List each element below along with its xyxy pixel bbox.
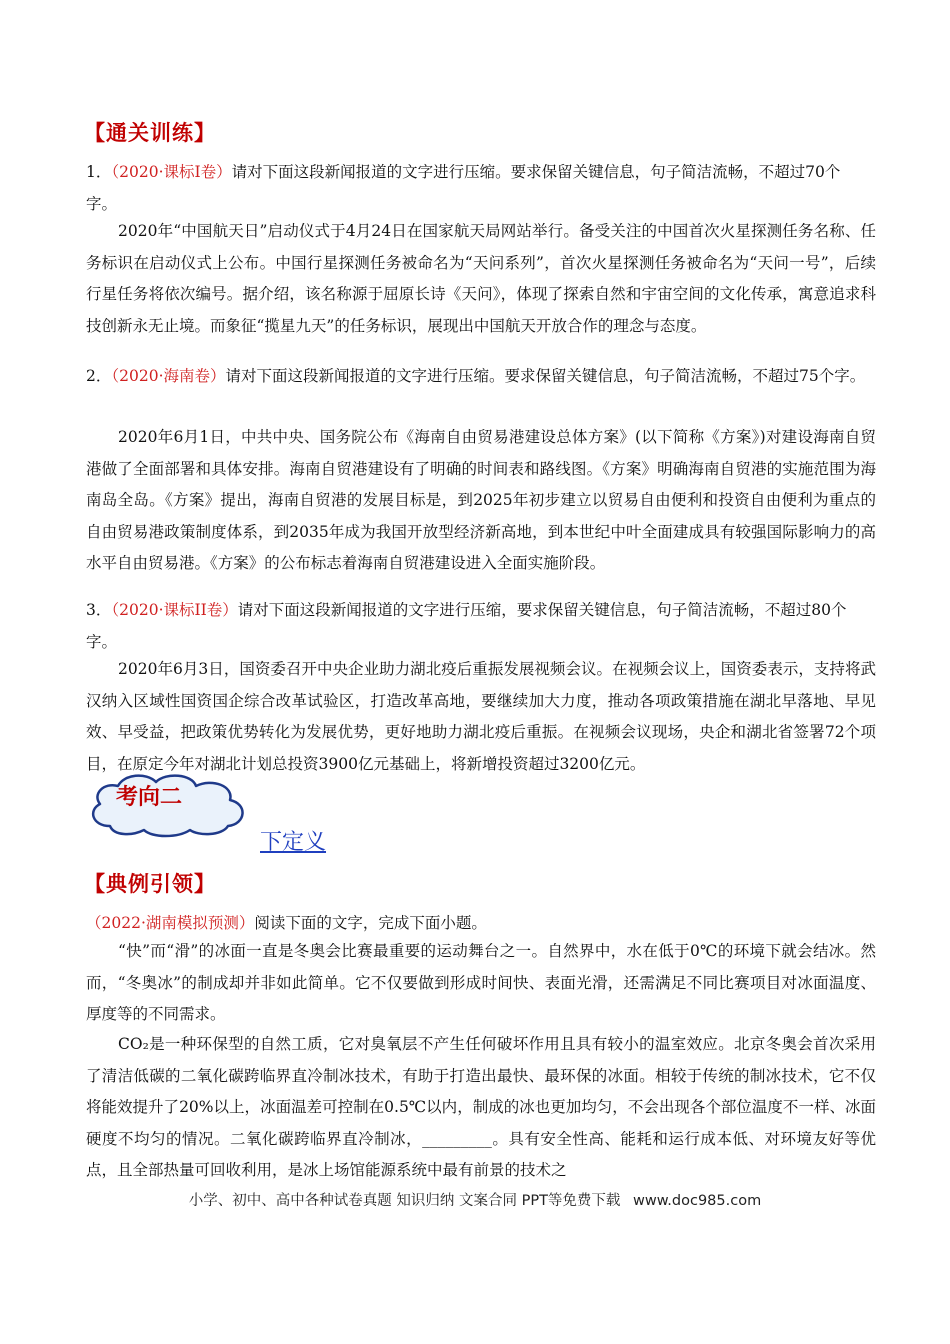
example-paragraph-1: “快”而“滑”的冰面一直是冬奥会比赛最重要的运动舞台之一。自然界中，水在低于0℃的环境下就会结冰。然而，“冬奥冰”的制成却并非如此简单。它不仅要做到形成时间快、表面光滑，还需满足不同比赛项目对冰面温度、厚度等的不同需求。 — [86, 942, 876, 1023]
example-intro — [86, 907, 866, 939]
question-number: 1． — [86, 163, 112, 181]
footer-text: 小学、初中、高中各种试卷真题 知识归纳 文案合同 PPT等免费下载 — [188, 1193, 621, 1209]
question-prompt: 请对下面这段新闻报道的文字进行压缩。要求保留关键信息，句子简洁流畅，不超过70个字。 — [86, 163, 841, 213]
question-1 — [86, 156, 866, 220]
question-3-passage: 2020年6月3日，国资委召开中央企业助力湖北疫后重振发展视频会议。在视频会议上，国资委表示，支持将武汉纳入区域性国资国企综合改革试验区，打造改革高地，要继续加大力度，推动各项政策措施在湖北早落地、早见效、早受益，把政策优势转化为发展优势，更好地助力湖北疫后重振。在视频会议现场，央企和湖北省签署72个项目，在原定今年对湖北计划总投资3900亿元基础上，将新增投资超过3200亿元。 — [86, 660, 876, 773]
example-prompt: 阅读下面的文字，完成下面小题。 — [254, 914, 487, 932]
section-heading-examples: 【典例引领】 — [84, 872, 216, 896]
example-source: （2022·湖南模拟预测） — [86, 914, 255, 932]
question-source: （2020·课标II卷） — [111, 601, 238, 619]
module-title-link[interactable]: 下定义 — [260, 830, 327, 855]
question-number: 2． — [86, 367, 112, 385]
question-2 — [86, 360, 866, 392]
question-source: （2020·海南卷） — [111, 367, 226, 385]
page-footer — [0, 1189, 950, 1210]
question-prompt: 请对下面这段新闻报道的文字进行压缩，要求保留关键信息，句子简洁流畅，不超过80个字。 — [86, 601, 847, 651]
module-badge-label: 考向二 — [116, 785, 183, 810]
section-heading-training: 【通关训练】 — [84, 121, 216, 145]
question-number: 3． — [86, 601, 112, 619]
question-2-passage: 2020年6月1日，中共中央、国务院公布《海南自由贸易港建设总体方案》(以下简称《方案》)对建设海南自贸港做了全面部署和具体安排。海南自贸港建设有了明确的时间表和路线图。《方案》明确海南自贸港的实施范围为海南岛全岛。《方案》提出，海南自贸港的发展目标是，到2025年初步建立以贸易自由便利和投资自由便利为重点的自由贸易港政策制度体系，到2035年成为我国开放型经济新高地，到本世纪中叶全面建成具有较强国际影响力的高水平自由贸易港。《方案》的公布标志着海南自贸港建设进入全面实施阶段。 — [86, 428, 876, 572]
footer-url[interactable]: www.doc985.com — [633, 1193, 762, 1209]
example-paragraph-2: CO₂是一种环保型的自然工质，它对臭氧层不产生任何破坏作用且具有较小的温室效应。北京冬奥会首次采用了清洁低碳的二氧化碳跨临界直冷制冰技术，有助于打造出最快、最环保的冰面。相较于传统的制冰技术，它不仅将能效提升了20%以上，冰面温差可控制在0.5℃以内，制成的冰也更加均匀，不会出现各个部位温度不一样、冰面硬度不均匀的情况。二氧化碳跨临界直冷制冰，_________。具有安全性高、能耗和运行成本低、对环境友好等优点，且全部热量可回收利用，是冰上场馆能源系统中最有前景的技术之 — [86, 1035, 876, 1179]
question-1-passage: 2020年“中国航天日”启动仪式于4月24日在国家航天局网站举行。备受关注的中国首次火星探测任务名称、任务标识在启动仪式上公布。中国行星探测任务被命名为“天问系列”，首次火星探测任务被命名为“天问一号”，后续行星任务将依次编号。据介绍，该名称源于屈原长诗《天问》，体现了探索自然和宇宙空间的文化传承，寓意追求科技创新永无止境。而象征“揽星九天”的任务标识，展现出中国航天开放合作的理念与态度。 — [86, 222, 876, 335]
question-prompt: 请对下面这段新闻报道的文字进行压缩。要求保留关键信息，句子简洁流畅，不超过75个字。 — [225, 367, 866, 385]
question-3 — [86, 594, 866, 658]
question-source: （2020·课标I卷） — [111, 163, 232, 181]
